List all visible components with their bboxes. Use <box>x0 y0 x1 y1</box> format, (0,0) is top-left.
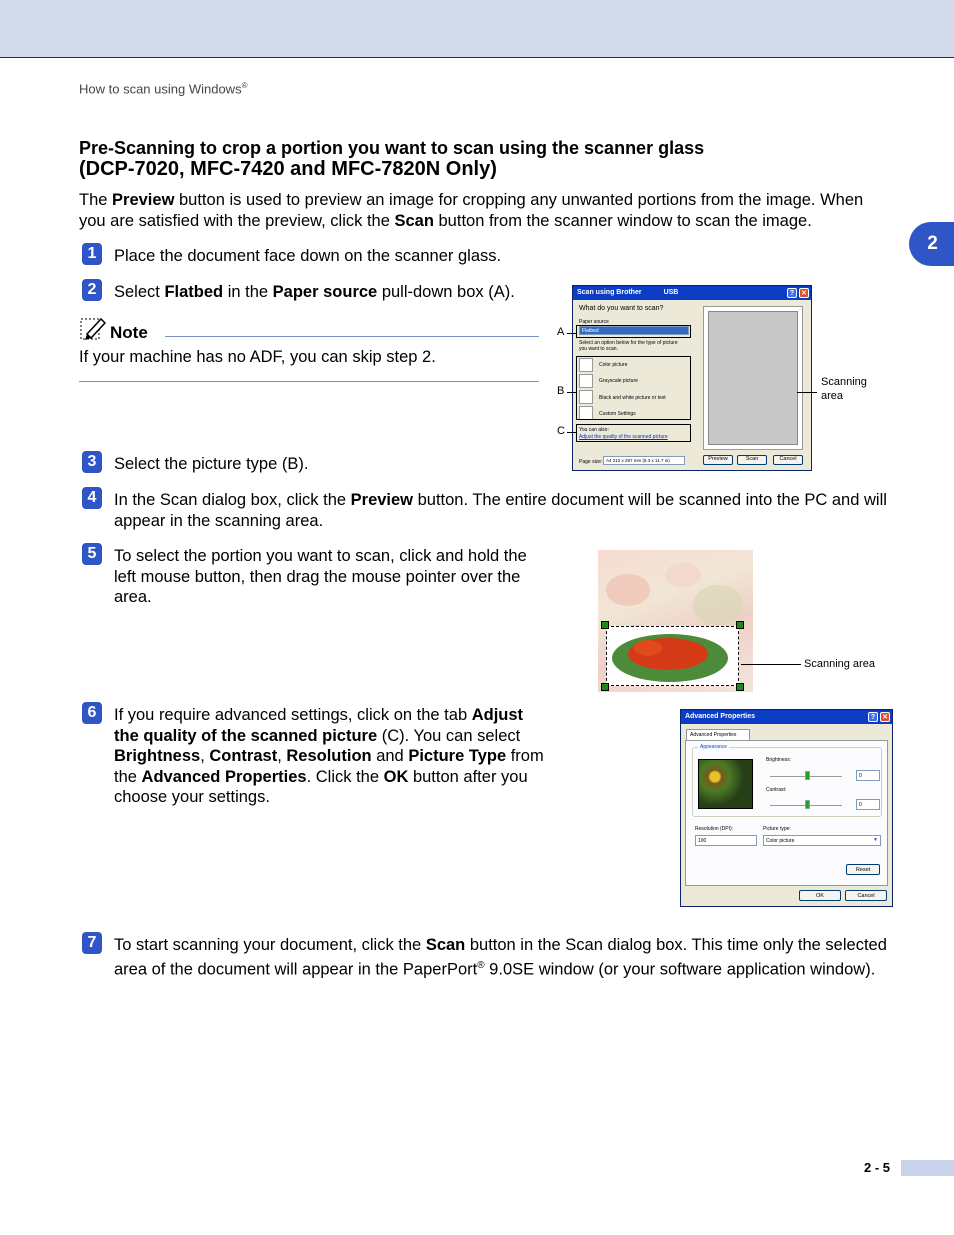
picture-type-label: Picture type: <box>763 826 791 832</box>
preview-button[interactable]: Preview <box>703 455 733 465</box>
close-icon[interactable]: ✕ <box>880 712 890 722</box>
running-header: How to scan using Windows® <box>79 81 248 97</box>
callout-b-line <box>567 392 576 393</box>
selection-rectangle[interactable] <box>606 626 739 686</box>
scan-dialog-titlebar: Scan using Brother USB ? ✕ <box>573 286 811 300</box>
adjust-quality-link[interactable]: Adjust the quality of the scanned picture <box>579 434 668 440</box>
callout-scanning-line <box>797 392 817 393</box>
step-text: To start scanning your document, click the Scan button in the Scan dialog box. This time only the selected area of the document will appear in the PaperPort® 9.0SE window (or your software application window). <box>114 936 887 978</box>
adv-titlebar: Advanced Properties ? ✕ <box>681 710 892 724</box>
option-custom[interactable]: Custom Settings <box>599 411 636 417</box>
page-size-label: Page size: <box>579 459 603 465</box>
scan-question: What do you want to scan? <box>579 305 664 312</box>
step-text: Select Flatbed in the Paper source pull-down box (A). <box>114 283 515 301</box>
selection-handle[interactable] <box>736 621 744 629</box>
callout-box-a <box>576 325 691 338</box>
option-color[interactable]: Color picture <box>599 362 628 368</box>
brightness-slider-thumb[interactable] <box>805 771 810 780</box>
contrast-value[interactable]: 0 <box>856 799 880 810</box>
step-number: 5 <box>82 543 102 565</box>
tab-advanced-properties[interactable]: Advanced Properties <box>686 729 750 740</box>
callout-scanning-area: Scanning area <box>821 376 867 402</box>
note-pencil-icon <box>79 316 107 342</box>
ok-button[interactable]: OK <box>799 890 841 901</box>
step-number: 3 <box>82 451 102 473</box>
picture-type-select[interactable]: Color picture ▼ <box>763 835 881 846</box>
intro-paragraph: The Preview button is used to preview an image for cropping any unwanted portions from the image. When you are satisfied with the preview, click the Scan button from the scanner window to scan the image. <box>79 191 864 230</box>
resolution-label: Resolution (DPI): <box>695 826 734 832</box>
brightness-value[interactable]: 0 <box>856 770 880 781</box>
note-bottom-rule <box>79 381 539 382</box>
cancel-button[interactable]: Cancel <box>773 455 803 465</box>
note-text: If your machine has no ADF, you can skip step 2. <box>79 348 436 366</box>
scan-button[interactable]: Scan <box>737 455 767 465</box>
chevron-down-icon: ▼ <box>873 837 878 843</box>
help-icon[interactable]: ? <box>868 712 878 722</box>
callout-a: A <box>557 326 565 338</box>
step-number: 6 <box>82 702 102 724</box>
advanced-properties-dialog <box>680 709 893 907</box>
callout-box-c <box>576 424 691 442</box>
adv-tab-panel <box>685 740 888 886</box>
selection-handle[interactable] <box>736 683 744 691</box>
section-heading: Pre-Scanning to crop a portion you want to scan using the scanner glass <box>79 138 705 158</box>
brightness-label: Brightness: <box>766 757 792 763</box>
option-grayscale[interactable]: Grayscale picture <box>599 378 638 384</box>
step-text: In the Scan dialog box, click the Preview button. The entire document will be scanned into the PC and will appear in the scanning area. <box>114 491 887 530</box>
you-can-also: You can also: <box>579 427 609 433</box>
resolution-spinner[interactable]: 100 <box>695 835 757 846</box>
contrast-label: Contrast: <box>766 787 787 793</box>
scanning-area[interactable] <box>708 311 798 445</box>
contrast-slider-thumb[interactable] <box>805 800 810 809</box>
callout-b: B <box>557 385 565 397</box>
callout-c-line <box>567 432 576 433</box>
callout-box-b <box>576 356 691 420</box>
paper-source-label: Paper source <box>579 319 609 325</box>
note-title: Note <box>110 323 148 342</box>
page-number: 2 - 5 <box>864 1160 891 1175</box>
callout-a-line <box>567 333 576 334</box>
step-number: 4 <box>82 487 102 509</box>
step-number: 7 <box>82 932 102 954</box>
selection-handle[interactable] <box>601 683 609 691</box>
section-subheading: (DCP-7020, MFC-7420 and MFC-7820N Only) <box>79 158 497 180</box>
callout-c: C <box>557 425 565 437</box>
top-band <box>0 0 954 58</box>
preview-callout-line <box>741 664 801 665</box>
select-option-text: Select an option below for the type of picture you want to scan. <box>579 340 678 352</box>
paper-source-select[interactable]: Flatbed <box>579 326 689 335</box>
step-text: Place the document face down on the scanner glass. <box>114 247 502 265</box>
step-number: 2 <box>82 279 102 301</box>
reset-button[interactable]: Reset <box>846 864 880 875</box>
step-text: Select the picture type (B). <box>114 455 309 473</box>
step-number: 1 <box>82 243 102 265</box>
selection-handle[interactable] <box>601 621 609 629</box>
step-text: If you require advanced settings, click on the tab Adjust the quality of the scanned picture (C). You can select Brightness, Contrast, Resolution and Picture Type from the Advanced Properties. Click the OK button after you choose your settings. <box>114 706 544 806</box>
sunflower-thumbnail <box>698 759 753 809</box>
step-text: To select the portion you want to scan, click and hold the left mouse button, then drag the mouse pointer over the area. <box>114 547 527 606</box>
footer-bar <box>901 1160 954 1176</box>
scanned-preview-image <box>598 550 753 692</box>
note-rule <box>165 336 539 337</box>
option-bw[interactable]: Black and white picture or text <box>599 395 666 401</box>
page-size-select[interactable]: A4 210 x 297 mm (8.3 x 11.7 in) <box>603 456 685 465</box>
preview-callout: Scanning area <box>804 658 875 670</box>
close-icon[interactable]: ✕ <box>799 288 809 298</box>
scanning-area-frame <box>703 306 803 450</box>
adv-cancel-button[interactable]: Cancel <box>845 890 887 901</box>
chapter-tab: 2 <box>909 222 954 266</box>
appearance-label: Appearance <box>700 744 727 750</box>
help-icon[interactable]: ? <box>787 288 797 298</box>
